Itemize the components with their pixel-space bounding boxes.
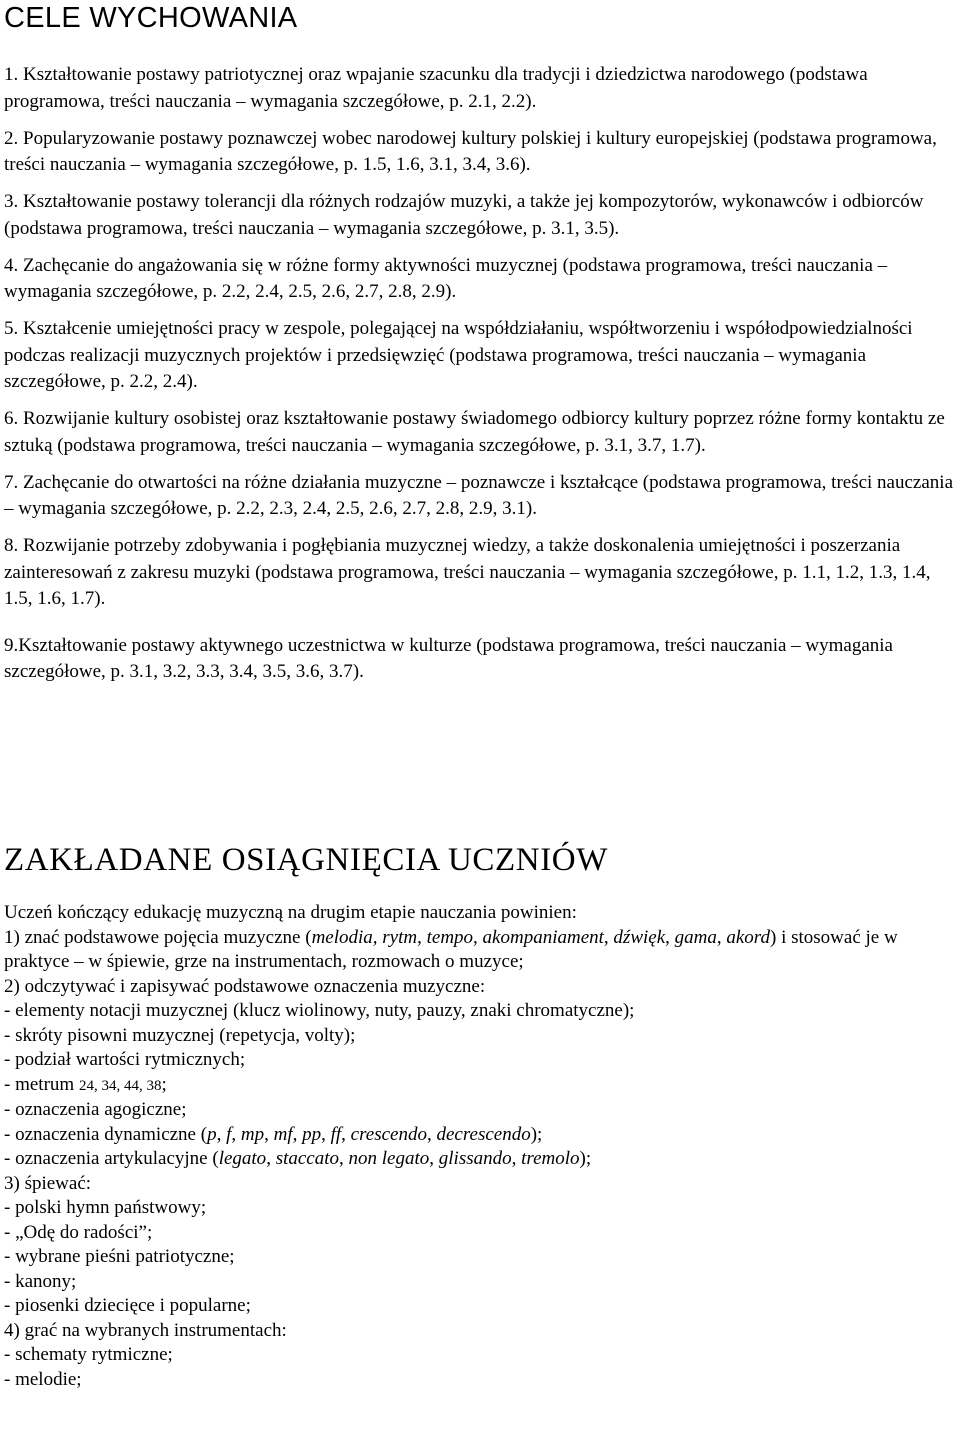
term-dzwiek: dźwięk	[613, 926, 666, 948]
intro-text: Uczeń kończący edukację muzyczną na drugim etapie nauczania powinien:	[4, 902, 577, 923]
goal-item-6: 6. Rozwijanie kultury osobistej oraz kształtowanie postawy świadomego odbiorcy kultury poprzez różne formy kontaktu ze sztuką (podstawa programowa, treści nauczania – wymagania szczegółowe, p. 3.1, 3.7, 1.7).	[4, 408, 945, 456]
goal-item-8: 8. Rozwijanie potrzeby zdobywania i pogłębiania muzycznej wiedzy, a także doskonalenia umiejętności i poszerzania zainteresowań z zakresu muzyki (podstawa programowa, treści nauczania – wymagania szczegółowe, p. 1.1, 1.2, 1.3, 1.4, 1.5, 1.6, 1.7).	[4, 535, 931, 609]
articulation-label: - oznaczenia artykulacyjne (	[4, 1148, 219, 1169]
separator: ,	[417, 926, 427, 948]
art-glissando: glissando	[438, 1148, 512, 1169]
art-legato: legato	[218, 1148, 267, 1169]
item-3: 3) śpiewać:	[4, 1172, 92, 1194]
dyn-mp: mp	[240, 1123, 265, 1145]
metrum-label: - metrum	[4, 1073, 79, 1095]
articulation-item	[4, 1147, 956, 1172]
art-staccato: staccato	[275, 1148, 340, 1169]
list-item: - kanony;	[4, 1270, 77, 1292]
separator: ,	[603, 926, 614, 948]
separator: ,	[231, 1123, 241, 1145]
dynamic-label: - oznaczenia dynamiczne (	[4, 1123, 208, 1145]
dyn-crescendo: crescendo	[350, 1123, 427, 1145]
achievements-section	[4, 840, 956, 1392]
list-item: - skróty pisowni muzycznej (repetycja, volty);	[4, 1024, 356, 1046]
goal-item-5: 5. Kształcenie umiejętności pracy w zespole, polegającej na współdziałaniu, współtworzeniu i współodpowiedzialności podczas realizacji muzycznych projektów i przedsięwzięć (podstawa programowa, treści nauczania – wymagania szczegółowe, p. 2.2, 2.4).	[4, 318, 913, 392]
separator: ,	[321, 1123, 331, 1145]
separator: ,	[511, 1148, 522, 1169]
metrum-end: ;	[161, 1073, 167, 1095]
document-page	[4, 0, 956, 696]
art-non-legato: non legato	[348, 1148, 430, 1169]
goals-list	[4, 62, 956, 686]
list-item: - schematy rytmiczne;	[4, 1344, 173, 1365]
separator: ,	[216, 1123, 227, 1145]
dyn-ff: ff	[330, 1123, 342, 1145]
goal-item-4: 4. Zachęcanie do angażowania się w różne formy aktywności muzycznej (podstawa programowa, treści nauczania – wymagania szczegółowe, p. 2.2, 2.4, 2.5, 2.6, 2.7, 2.8, 2.9).	[4, 254, 888, 302]
dyn-decrescendo: decrescendo	[436, 1123, 531, 1145]
separator: ,	[264, 1123, 274, 1145]
item-1	[4, 926, 956, 975]
list-item: - polski hymn państwowy;	[4, 1197, 207, 1218]
art-tremolo: tremolo	[521, 1148, 580, 1169]
separator: ,	[372, 926, 383, 948]
dynamic-end: );	[530, 1123, 543, 1145]
dyn-f: f	[226, 1123, 232, 1145]
term-gama: gama	[674, 926, 717, 948]
achievements-body	[4, 901, 956, 1392]
list-item: - elementy notacji muzycznej (klucz wiolinowy, nuty, pauzy, znaki chromatyczne);	[4, 1000, 635, 1021]
separator: ,	[341, 1123, 351, 1145]
metrum-values: 24, 34, 44, 38	[78, 1077, 162, 1094]
separator: ,	[716, 926, 727, 948]
dyn-mf: mf	[273, 1123, 293, 1145]
list-item: - piosenki dziecięce i popularne;	[4, 1295, 251, 1316]
list-item: - „Odę do radości”;	[4, 1221, 153, 1243]
separator: ,	[665, 926, 675, 948]
goal-item-1: 1. Kształtowanie postawy patriotycznej oraz wpajanie szacunku dla tradycji i dziedzictwa narodowego (podstawa programowa, treści nauczania – wymagania szczegółowe, p. 2.1, 2.2).	[4, 64, 868, 112]
separator: ,	[266, 1148, 276, 1169]
item-4: 4) grać na wybranych instrumentach:	[4, 1319, 287, 1341]
separator: ,	[429, 1148, 439, 1169]
item-2: 2) odczytywać i zapisywać podstawowe oznaczenia muzyczne:	[4, 975, 486, 997]
goal-item-2: 2. Popularyzowanie postawy poznawczej wobec narodowej kultury polskiej i kultury europejskiej (podstawa programowa, treści nauczania – wymagania szczegółowe, p. 1.5, 1.6, 3.1, 3.4, 3.6).	[4, 127, 937, 175]
separator: ,	[426, 1123, 437, 1145]
separator: ,	[473, 926, 483, 948]
list-item: - podział wartości rytmicznych;	[4, 1049, 246, 1070]
dynamic-item	[4, 1123, 956, 1148]
list-item: - melodie;	[4, 1368, 82, 1390]
term-akord: akord	[726, 926, 770, 948]
term-tempo: tempo	[426, 926, 474, 948]
separator: ,	[339, 1148, 349, 1169]
goal-item-3: 3. Kształtowanie postawy tolerancji dla różnych rodzajów muzyki, a także jej kompozytorów, wykonawców i odbiorców (podstawa programowa, treści nauczania – wymagania szczegółowe, p. 3.1, 3.5).	[4, 191, 924, 239]
page-title: CELE WYCHOWANIA	[4, 2, 298, 34]
separator: ,	[292, 1123, 303, 1145]
dyn-p: p	[207, 1123, 217, 1145]
item-1-end: ) i stosować je w praktyce – w śpiewie, grze na instrumentach, rozmowach o muzyce;	[4, 926, 898, 972]
goal-item-9: 9.Kształtowanie postawy aktywnego uczestnictwa w kulturze (podstawa programowa, treści nauczania – wymagania szczegółowe, p. 3.1, 3.2, 3.3, 3.4, 3.5, 3.6, 3.7).	[4, 634, 893, 682]
section-heading: ZAKŁADANE OSIĄGNIĘCIA UCZNIÓW	[4, 842, 608, 878]
list-item: - wybrane pieśni patriotyczne;	[4, 1246, 235, 1267]
item-1-start: 1) znać podstawowe pojęcia muzyczne (	[4, 926, 312, 948]
articulation-end: );	[579, 1148, 592, 1169]
dyn-pp: pp	[302, 1123, 322, 1145]
term-akompaniament: akompaniament	[482, 926, 604, 948]
list-item: - oznaczenia agogiczne;	[4, 1099, 187, 1120]
goal-item-7: 7. Zachęcanie do otwartości na różne działania muzyczne – poznawcze i kształcące (podstawa programowa, treści nauczania – wymagania szczegółowe, p. 2.2, 2.3, 2.4, 2.5, 2.6, 2.7, 2.8, 2.9, 3.1).	[4, 471, 953, 519]
metrum-item	[4, 1073, 956, 1099]
term-rytm: rytm	[382, 926, 418, 948]
term-melodia: melodia	[311, 926, 373, 948]
